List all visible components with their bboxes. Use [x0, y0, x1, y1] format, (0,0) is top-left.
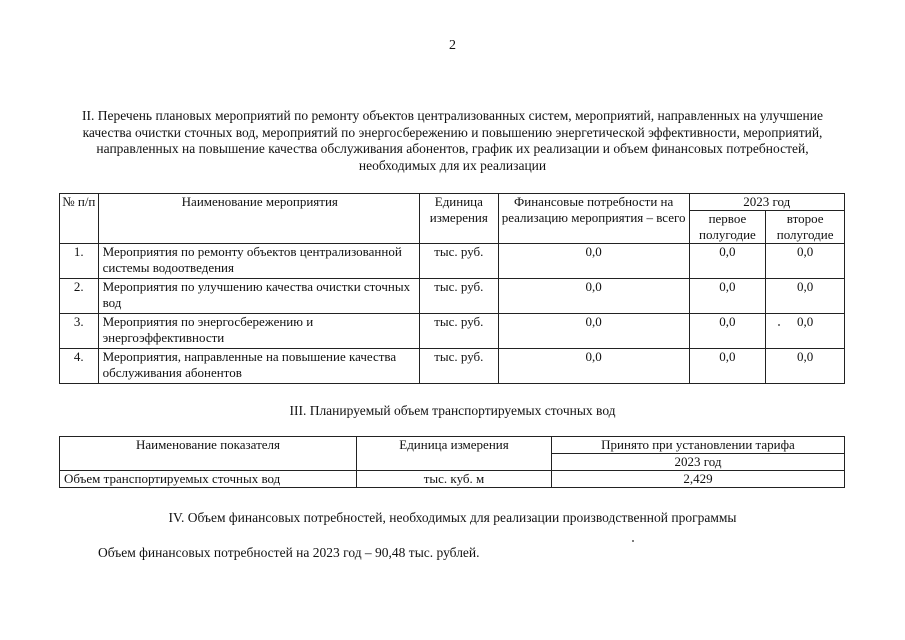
row-num: 4.: [60, 349, 99, 384]
row-total: 0,0: [498, 244, 689, 279]
row-unit: тыс. руб.: [419, 244, 498, 279]
table-row: [60, 244, 845, 279]
measures-table: [59, 193, 845, 384]
section-3-heading: III. Планируемый объем транспортируемых сточных вод: [289, 403, 616, 418]
col-unit-header: Единица измерения: [419, 194, 498, 244]
col-half2-header: второе полугодие: [766, 211, 845, 244]
row-half2: 0,0: [766, 349, 845, 384]
col-half1-header: первое полугодие: [689, 211, 766, 244]
col-accepted-header: Принято при установлении тарифа: [552, 437, 845, 454]
col-year-header: 2023 год: [689, 194, 844, 211]
row-half2: 0,0: [766, 244, 845, 279]
row-num: 2.: [60, 279, 99, 314]
row-unit: тыс. руб.: [419, 279, 498, 314]
page-number: 2: [449, 38, 456, 53]
col-num-header: № п/п: [60, 194, 99, 244]
financial-summary: Объем финансовых потребностей на 2023 год – 90,48 тыс. рублей.: [98, 545, 480, 560]
row-half1: 0,0: [689, 314, 766, 349]
row-unit: тыс. руб.: [419, 314, 498, 349]
section-4-heading: IV. Объем финансовых потребностей, необходимых для реализации производственной программы: [168, 510, 737, 525]
table-header-row: [60, 194, 845, 211]
row-total: 0,0: [498, 279, 689, 314]
row-half1: 0,0: [689, 244, 766, 279]
row-num: 3.: [60, 314, 99, 349]
row-name: Объем транспортируемых сточных вод: [60, 471, 357, 488]
row-name: Мероприятия, направленные на повышение качества обслуживания абонентов: [98, 349, 419, 384]
table-row: [60, 349, 845, 384]
row-value: 2,429: [552, 471, 845, 488]
col-indicator-header: Наименование показателя: [60, 437, 357, 471]
scan-speck: [632, 540, 634, 542]
row-unit: тыс. куб. м: [357, 471, 552, 488]
row-num: 1.: [60, 244, 99, 279]
row-half2: 0,0: [766, 314, 845, 349]
table-row: [60, 471, 845, 488]
row-name: Мероприятия по ремонту объектов централизованной системы водоотведения: [98, 244, 419, 279]
col-year-header: 2023 год: [552, 454, 845, 471]
row-unit: тыс. руб.: [419, 349, 498, 384]
col-name-header: Наименование мероприятия: [98, 194, 419, 244]
row-half1: 0,0: [689, 349, 766, 384]
table-header-row: [60, 437, 845, 454]
table-row: [60, 279, 845, 314]
section-2-heading: II. Перечень плановых мероприятий по ремонту объектов централизованных систем, мероприятий, направленных на улучшение качества очистки сточных вод, мероприятий по энергосбережению и повышению энергетической эффективности, мероприятий, направленных на повышение качества обслуживания абонентов, график их реализации и объем финансовых потребностей, необходимых для их реализации: [82, 108, 823, 173]
row-half2: 0,0: [766, 279, 845, 314]
volume-table: [59, 436, 845, 488]
scan-speck: [778, 324, 780, 326]
row-total: 0,0: [498, 314, 689, 349]
col-unit-header: Единица измерения: [357, 437, 552, 471]
row-name: Мероприятия по улучшению качества очистки сточных вод: [98, 279, 419, 314]
row-total: 0,0: [498, 349, 689, 384]
row-half1: 0,0: [689, 279, 766, 314]
row-name: Мероприятия по энергосбережению и энергоэффективности: [98, 314, 419, 349]
col-finance-header: Финансовые потребности на реализацию мероприятия – всего: [498, 194, 689, 244]
table-row: [60, 314, 845, 349]
